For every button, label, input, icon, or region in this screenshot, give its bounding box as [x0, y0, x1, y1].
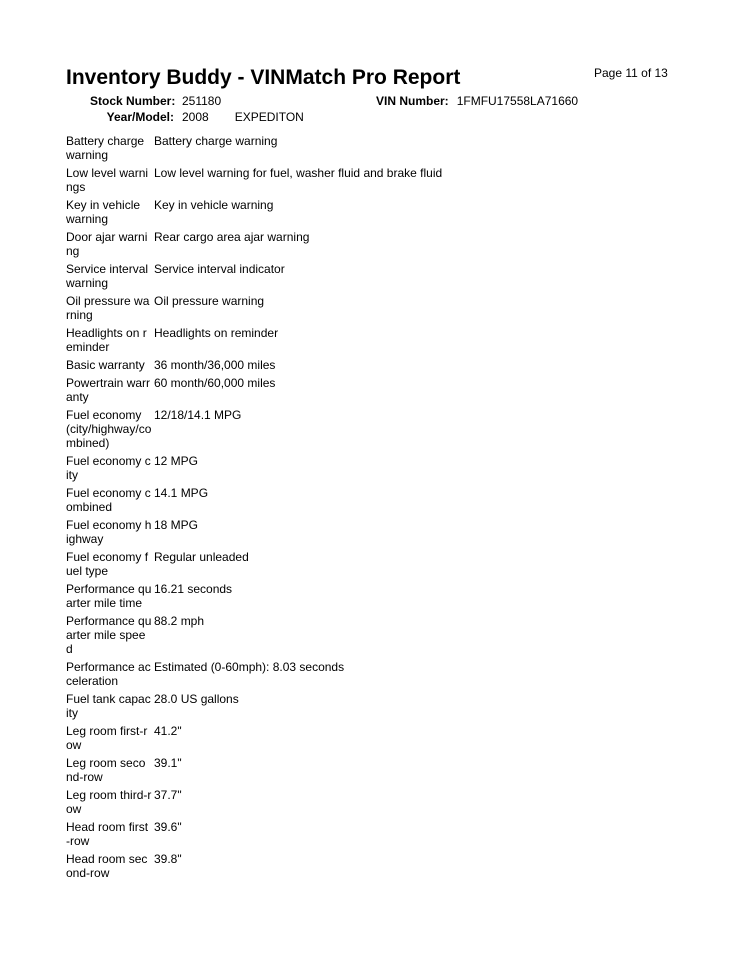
spec-value: 60 month/60,000 miles — [154, 376, 276, 390]
spec-row — [66, 660, 686, 688]
vin-number-label: VIN Number: — [376, 94, 449, 108]
spec-label: Head room first-row — [66, 820, 149, 848]
spec-row — [66, 376, 686, 404]
spec-row — [66, 198, 686, 226]
spec-value: Headlights on reminder — [154, 326, 279, 340]
spec-row — [66, 486, 686, 514]
spec-row — [66, 518, 686, 546]
spec-value: 28.0 US gallons — [154, 692, 239, 706]
spec-value: 36 month/36,000 miles — [154, 358, 276, 372]
spec-value: 14.1 MPG — [154, 486, 209, 500]
vin-number-value: 1FMFU17558LA71660 — [456, 94, 579, 108]
spec-label: Battery charge warning — [66, 134, 145, 162]
spec-label: Leg room third-row — [66, 788, 152, 816]
spec-value: 39.8" — [154, 852, 182, 866]
spec-row — [66, 454, 686, 482]
spec-value: 39.1" — [154, 756, 182, 770]
spec-value: 88.2 mph — [154, 614, 205, 628]
page-number: Page 11 of 13 — [594, 66, 668, 80]
spec-row — [66, 326, 686, 354]
spec-value: Oil pressure warning — [154, 294, 265, 308]
spec-label: Fuel economy combined — [66, 486, 151, 514]
spec-row — [66, 692, 686, 720]
spec-label: Leg room second-row — [66, 756, 146, 784]
spec-value: 16.21 seconds — [154, 582, 233, 596]
spec-row — [66, 614, 686, 656]
spec-value: Battery charge warning — [154, 134, 278, 148]
spec-row — [66, 582, 686, 610]
spec-value: Low level warning for fuel, washer fluid and brake fluid — [154, 166, 443, 180]
spec-value: Key in vehicle warning — [154, 198, 274, 212]
spec-row — [66, 230, 686, 258]
spec-label: Performance quarter mile speed — [66, 614, 152, 656]
spec-row — [66, 294, 686, 322]
spec-label: Leg room first-row — [66, 724, 148, 752]
spec-label: Service interval warning — [66, 262, 149, 290]
spec-row — [66, 756, 686, 784]
spec-label: Fuel economy city — [66, 454, 151, 482]
spec-label: Powertrain warranty — [66, 376, 151, 404]
spec-label: Oil pressure warning — [66, 294, 150, 322]
spec-row — [66, 166, 686, 194]
spec-value: 12/18/14.1 MPG — [154, 408, 242, 422]
spec-value: 37.7" — [154, 788, 182, 802]
spec-value: Service interval indicator — [154, 262, 285, 276]
spec-row — [66, 550, 686, 578]
year-model-field — [90, 110, 304, 124]
spec-label: Fuel economy (city/highway/combined) — [66, 408, 152, 450]
spec-row — [66, 820, 686, 848]
spec-value: 41.2" — [154, 724, 182, 738]
spec-row — [66, 788, 686, 816]
spec-label: Performance quarter mile time — [66, 582, 152, 610]
stock-number-label: Stock Number: — [90, 94, 176, 108]
model-value: EXPEDITON — [234, 110, 304, 124]
spec-row — [66, 262, 686, 290]
spec-label: Fuel tank capacity — [66, 692, 151, 720]
spec-value: 18 MPG — [154, 518, 199, 532]
vin-number-field — [376, 94, 578, 108]
spec-value: Regular unleaded — [154, 550, 249, 564]
spec-list — [66, 134, 686, 884]
spec-row — [66, 408, 686, 450]
spec-label: Headlights on reminder — [66, 326, 147, 354]
year-model-label: Year/Model: — [106, 110, 174, 124]
spec-value: 39.6" — [154, 820, 182, 834]
report-title: Inventory Buddy - VINMatch Pro Report — [66, 66, 461, 89]
spec-label: Basic warranty — [66, 358, 145, 372]
year-value: 2008 — [182, 110, 209, 124]
spec-row — [66, 724, 686, 752]
spec-label: Low level warnings — [66, 166, 149, 194]
spec-label: Fuel economy fuel type — [66, 550, 149, 578]
stock-number-field — [90, 94, 221, 108]
spec-label: Fuel economy highway — [66, 518, 152, 546]
spec-value: Rear cargo area ajar warning — [154, 230, 310, 244]
spec-row — [66, 358, 686, 372]
spec-label: Door ajar warning — [66, 230, 148, 258]
spec-row — [66, 134, 686, 162]
spec-label: Performance acceleration — [66, 660, 151, 688]
spec-label: Head room second-row — [66, 852, 148, 880]
spec-value: 12 MPG — [154, 454, 199, 468]
spec-label: Key in vehicle warning — [66, 198, 141, 226]
spec-row — [66, 852, 686, 880]
spec-value: Estimated (0-60mph): 8.03 seconds — [154, 660, 345, 674]
stock-number-value: 251180 — [182, 94, 222, 108]
